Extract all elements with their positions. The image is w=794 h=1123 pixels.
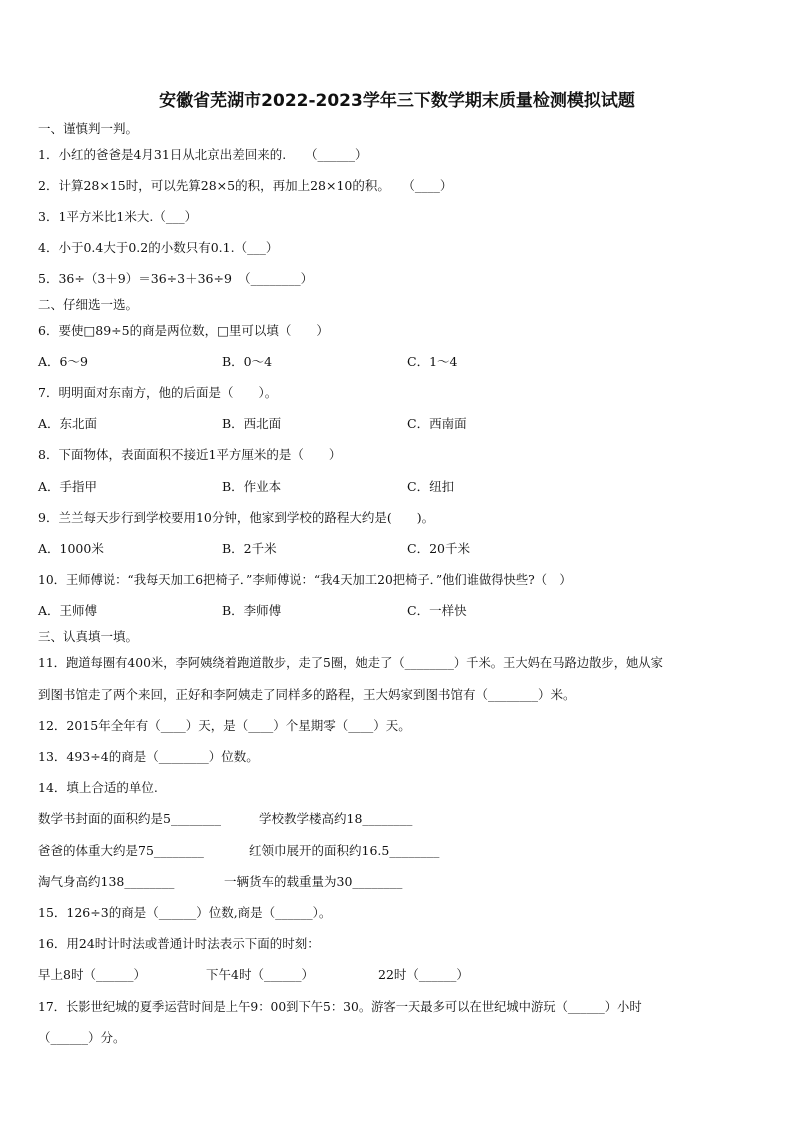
question-15: 15．126÷3的商是（______）位数,商是（______）。 — [38, 905, 332, 920]
question-16: 16．用24时计时法或普通计时法表示下面的时刻： — [38, 936, 320, 951]
question-4: 4．小于0.4大于0.2的小数只有0.1.（___） — [38, 240, 279, 255]
question-10-option-a: A．王师傅 — [38, 603, 98, 618]
question-9-option-b: B．2千米 — [222, 541, 277, 556]
question-11-line-2: 到图书馆走了两个来回，正好和李阿姨走了同样多的路程，王大妈家到图书馆有（________）米。 — [38, 687, 576, 702]
section-heading-1: 一、谨慎判一判。 — [38, 121, 139, 136]
question-13: 13．493÷4的商是（________）位数。 — [38, 749, 259, 764]
question-14-item-4: 红领巾展开的面积约16.5________ — [249, 843, 440, 858]
question-9: 9．兰兰每天步行到学校要用10分钟，他家到学校的路程大约是( )。 — [38, 510, 435, 525]
question-14-item-6: 一辆货车的载重量为30________ — [224, 874, 403, 889]
page-title: 安徽省芜湖市2022-2023学年三下数学期末质量检测模拟试题 — [159, 91, 635, 111]
question-7-option-b: B．西北面 — [222, 416, 282, 431]
question-9-option-c: C．20千米 — [407, 541, 470, 556]
question-7: 7．明明面对东南方，他的后面是（ ）。 — [38, 385, 278, 400]
question-7-option-c: C．西南面 — [407, 416, 467, 431]
question-7-option-a: A．东北面 — [38, 416, 98, 431]
question-14-item-2: 学校教学楼高约18________ — [259, 811, 413, 826]
question-3: 3．1平方米比1米大.（___） — [38, 209, 198, 224]
question-10: 10．王师傅说：“我每天加工6把椅子．”李师傅说：“我4天加工20把椅子．”他们谁做得快些?（ ） — [38, 573, 572, 587]
question-16-item-2: 下午4时（______） — [206, 967, 314, 982]
question-14-item-1: 数学书封面的面积约是5________ — [38, 811, 221, 826]
question-17-line-2: （______）分。 — [38, 1030, 126, 1045]
question-17-line-1: 17．长影世纪城的夏季运营时间是上午9：00到下午5：30。游客一天最多可以在世纪城中游玩（______）小时 — [38, 1000, 642, 1014]
question-9-option-a: A．1000米 — [38, 541, 104, 556]
question-16-item-1: 早上8时（______） — [38, 967, 146, 982]
question-6-option-c: C．1～4 — [407, 354, 458, 369]
question-16-item-3: 22时（______） — [378, 967, 469, 982]
question-10-option-b: B．李师傅 — [222, 603, 282, 618]
section-heading-2: 二、仔细选一选。 — [38, 297, 139, 312]
question-2: 2．计算28×15时，可以先算28×5的积，再加上28×10的积。 （____） — [38, 178, 453, 193]
question-6: 6．要使□89÷5的商是两位数，□里可以填（ ） — [38, 323, 329, 338]
question-14: 14．填上合适的单位. — [38, 780, 158, 795]
question-8: 8．下面物体，表面面积不接近1平方厘米的是（ ） — [38, 447, 342, 462]
question-8-option-c: C．纽扣 — [407, 479, 455, 494]
question-14-item-3: 爸爸的体重大约是75________ — [38, 843, 204, 858]
question-12: 12．2015年全年有（____）天，是（____）个星期零（____）天。 — [38, 718, 411, 733]
question-8-option-a: A．手指甲 — [38, 479, 98, 494]
section-heading-3: 三、认真填一填。 — [38, 629, 139, 644]
question-11-line-1: 11．跑道每圈有400米，李阿姨绕着跑道散步，走了5圈，她走了（________）千米。王大妈在马路边散步，她从家 — [38, 656, 663, 670]
question-8-option-b: B．作业本 — [222, 479, 282, 494]
question-5: 5．36÷（3＋9）＝36÷3＋36÷9 （________） — [38, 271, 314, 286]
question-10-option-c: C．一样快 — [407, 603, 467, 618]
question-6-option-a: A．6～9 — [38, 354, 88, 369]
question-14-item-5: 淘气身高约138________ — [38, 874, 175, 889]
question-6-option-b: B．0～4 — [222, 354, 273, 369]
question-1: 1．小红的爸爸是4月31日从北京出差回来的. （______） — [38, 147, 368, 162]
